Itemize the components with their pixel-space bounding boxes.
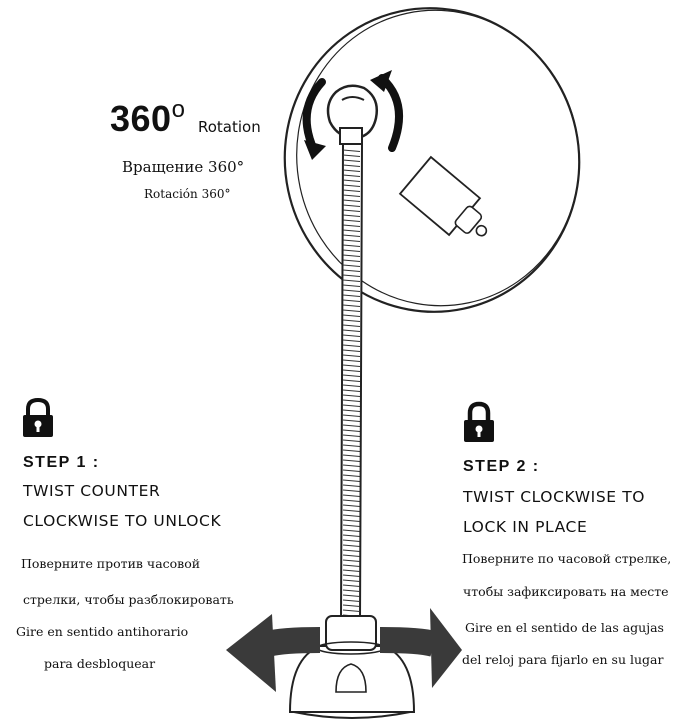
step2-line2: LOCK IN PLACE <box>463 518 588 536</box>
step1-spanish-line2: para desbloquear <box>44 656 156 671</box>
rotation-label: Rotation <box>198 118 261 136</box>
step1-line1: TWIST COUNTER <box>23 482 161 500</box>
rotation-label-spanish: Rotación 360° <box>144 187 231 201</box>
step2-line1: TWIST CLOCKWISE TO <box>463 488 646 506</box>
lock-closed-icon <box>462 401 496 443</box>
step2-spanish-line2: del reloj para fijarlo en su lugar <box>462 652 664 667</box>
step2-spanish-line1: Gire en el sentido de las agujas <box>465 620 664 635</box>
step1-russian-line2: стрелки, чтобы разблокировать <box>23 592 234 607</box>
step2-title: STEP 2 : <box>463 458 540 475</box>
step1-russian-line1: Поверните против часовой <box>21 556 201 571</box>
step1-title: STEP 1 : <box>23 454 100 471</box>
step2-russian-line2: чтобы зафиксировать на месте <box>463 584 669 599</box>
step1-spanish-line1: Gire en sentido antihorario <box>16 624 189 639</box>
lock-open-icon <box>21 398 55 438</box>
rotation-label-russian: Вращение 360° <box>122 158 245 176</box>
rotation-degrees: 360$^o$ <box>110 96 186 139</box>
gooseneck-arm <box>341 144 362 620</box>
step2-russian-line1: Поверните по часовой стрелке, <box>462 551 672 566</box>
degree-mark: o <box>171 96 186 123</box>
step1-line2: CLOCKWISE TO UNLOCK <box>23 512 222 530</box>
